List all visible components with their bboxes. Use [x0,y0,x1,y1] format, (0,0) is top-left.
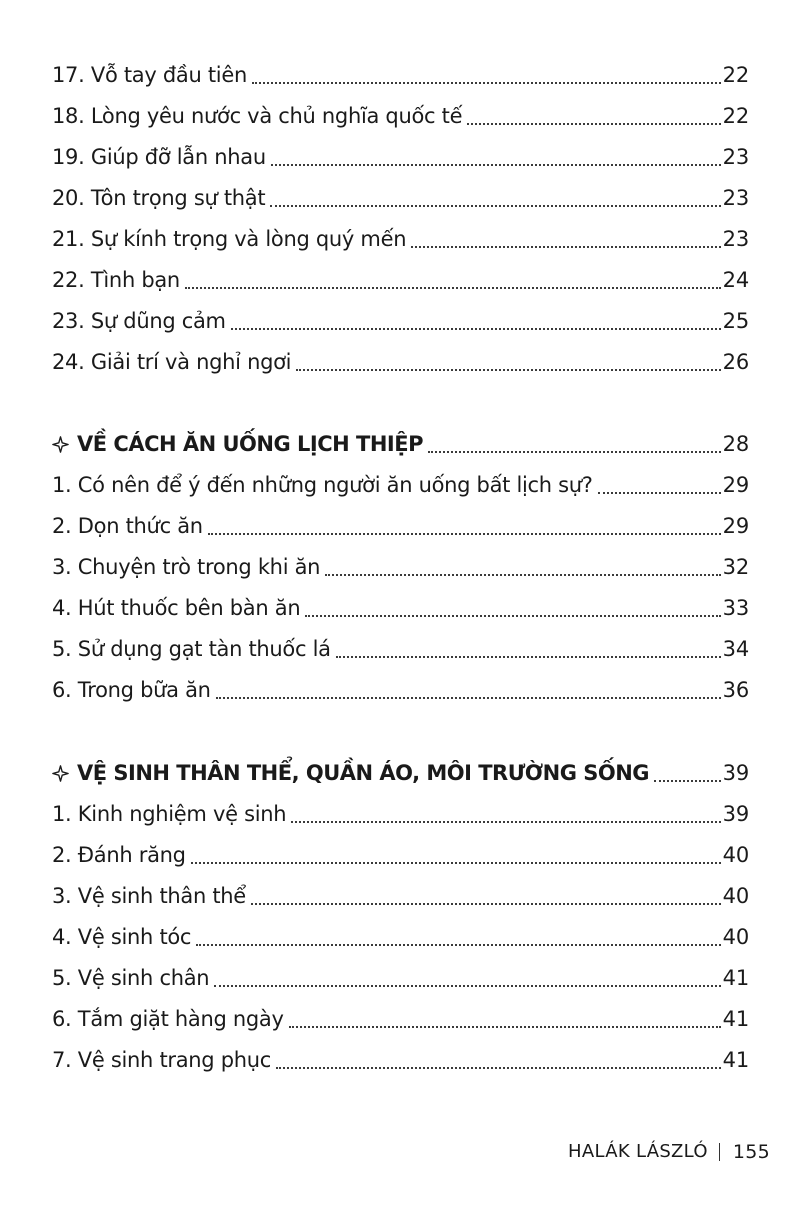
toc-entry[interactable] [52,588,749,629]
toc-entry[interactable] [52,506,749,547]
toc-entry[interactable] [52,794,749,835]
entry-page-number: 29 [722,473,749,497]
entry-page-number: 41 [722,1007,749,1031]
entry-page-number: 34 [722,637,749,661]
entry-title: 4. Hút thuốc bên bàn ăn [52,596,301,620]
entry-title: 21. Sự kính trọng và lòng quý mến [52,227,407,251]
toc-entry[interactable] [52,301,749,342]
toc-entry[interactable] [52,260,749,301]
section-heading-title [52,424,423,465]
dot-leader [291,821,720,823]
toc-entry[interactable] [52,465,749,506]
entry-page-number: 22 [722,63,749,87]
toc-entry[interactable] [52,958,749,999]
toc-entry[interactable] [52,96,749,137]
footer-author: HALÁK LÁSZLÓ [568,1141,708,1162]
dot-leader [214,985,720,987]
dot-leader [654,780,721,782]
entry-title: 17. Vỗ tay đầu tiên [52,63,247,87]
section-heading-title [52,753,649,794]
entry-title: 23. Sự dũng cảm [52,309,226,333]
entry-title: 3. Chuyện trò trong khi ăn [52,555,321,579]
section-heading-text: VỆ SINH THÂN THỂ, QUẦN ÁO, MÔI TRƯỜNG SỐNG [77,761,650,785]
entry-page-number: 36 [722,678,749,702]
toc-section-hygiene [52,753,749,1081]
entry-title: 6. Tắm giặt hàng ngày [52,1007,284,1031]
footer-divider [719,1143,720,1161]
toc-entry[interactable] [52,219,749,260]
entry-page-number: 23 [722,145,749,169]
section-page-number: 39 [722,761,749,785]
dot-leader [231,328,721,330]
toc-entry[interactable] [52,876,749,917]
entry-page-number: 40 [722,843,749,867]
entry-page-number: 24 [722,268,749,292]
entry-page-number: 23 [722,227,749,251]
entry-page-number: 41 [722,966,749,990]
section-heading-text: VỀ CÁCH ĂN UỐNG LỊCH THIỆP [77,432,423,456]
entry-page-number: 40 [722,925,749,949]
entry-title: 18. Lòng yêu nước và chủ nghĩa quốc tế [52,104,463,128]
toc-entry[interactable] [52,629,749,670]
toc-entry[interactable] [52,55,749,96]
entry-page-number: 23 [722,186,749,210]
toc-entry[interactable] [52,917,749,958]
entry-title: 19. Giúp đỡ lẫn nhau [52,145,266,169]
section-heading-dining[interactable] [52,424,749,465]
toc-entry[interactable] [52,1040,749,1081]
entry-title: 3. Vệ sinh thân thể [52,884,246,908]
toc-section-dining [52,424,749,711]
dot-leader [428,451,721,453]
entry-title: 20. Tôn trọng sự thật [52,186,266,210]
dot-leader [467,123,720,125]
dot-leader [305,615,720,617]
entry-page-number: 33 [722,596,749,620]
dot-leader [251,903,721,905]
toc-entry[interactable] [52,835,749,876]
entry-page-number: 25 [722,309,749,333]
dot-leader [191,862,721,864]
dot-leader [289,1026,721,1028]
footer-page-number: 155 [732,1141,770,1163]
dot-leader [252,82,721,84]
dot-leader [185,287,721,289]
toc-entry[interactable] [52,178,749,219]
toc-entry[interactable] [52,137,749,178]
entry-title: 24. Giải trí và nghỉ ngơi [52,350,292,374]
entry-title: 6. Trong bữa ăn [52,678,211,702]
dot-leader [216,697,721,699]
dot-leader [276,1067,721,1069]
dot-leader [271,164,721,166]
entry-page-number: 26 [722,350,749,374]
toc-entry[interactable] [52,999,749,1040]
dot-leader [325,574,720,576]
section-page-number: 28 [722,432,749,456]
entry-title: 7. Vệ sinh trang phục [52,1048,271,1072]
entry-page-number: 41 [722,1048,749,1072]
dot-leader [270,205,720,207]
entry-title: 22. Tình bạn [52,268,180,292]
toc-continued-list [52,55,749,383]
entry-page-number: 29 [722,514,749,538]
dot-leader [196,944,721,946]
dot-leader [296,369,720,371]
entry-title: 2. Dọn thức ăn [52,514,203,538]
dot-leader [336,656,721,658]
dot-leader [598,492,721,494]
toc-entry[interactable] [52,670,749,711]
entry-title: 4. Vệ sinh tóc [52,925,192,949]
section-heading-hygiene[interactable] [52,753,749,794]
entry-title: 1. Kinh nghiệm vệ sinh [52,802,287,826]
dot-leader [411,246,720,248]
entry-page-number: 40 [722,884,749,908]
entry-title: 1. Có nên để ý đến những người ăn uống bất lịch sự? [52,473,593,497]
dot-leader [208,533,721,535]
entry-page-number: 32 [722,555,749,579]
page-footer [568,1138,770,1166]
toc-entry[interactable] [52,547,749,588]
diamond-outline-icon [52,434,69,451]
diamond-outline-icon [52,763,69,780]
entry-title: 2. Đánh răng [52,843,186,867]
entry-title: 5. Sử dụng gạt tàn thuốc lá [52,637,331,661]
entry-page-number: 22 [722,104,749,128]
entry-title: 5. Vệ sinh chân [52,966,210,990]
toc-entry[interactable] [52,342,749,383]
entry-page-number: 39 [722,802,749,826]
